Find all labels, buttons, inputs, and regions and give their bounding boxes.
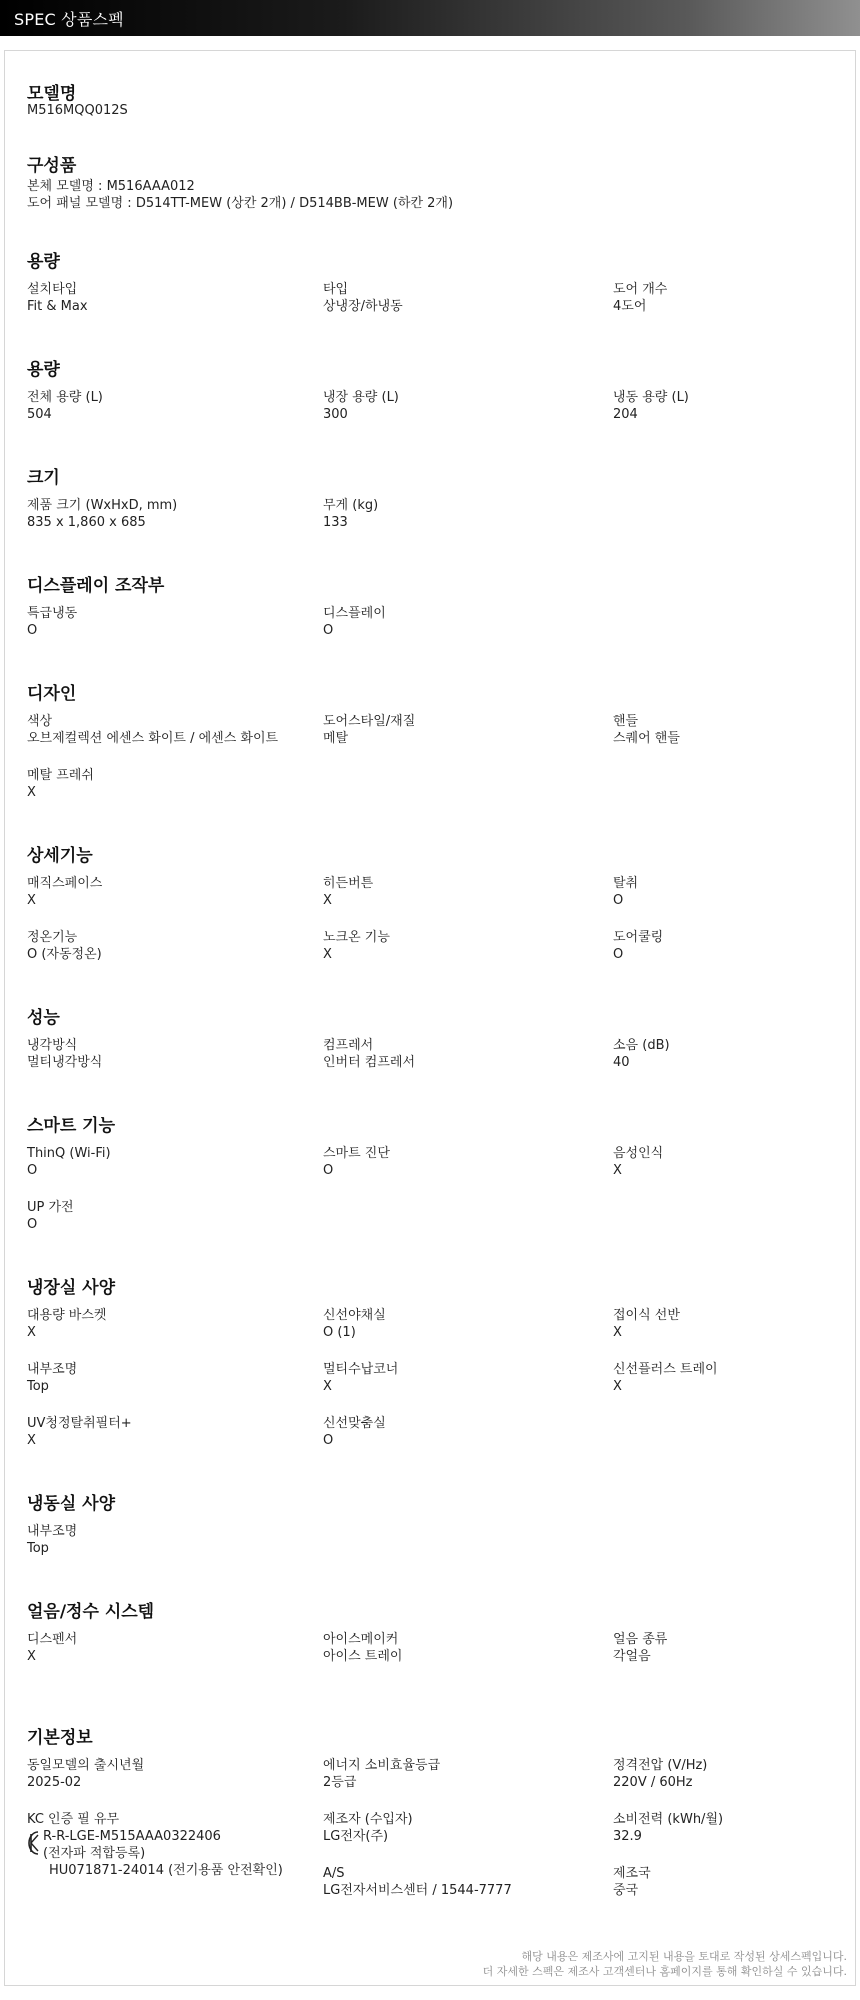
spec-value: O <box>27 1217 38 1232</box>
spec-item <box>613 1307 860 1341</box>
spec-value: 220V / 60Hz <box>613 1775 693 1790</box>
spec-value: X <box>27 1325 36 1340</box>
spec-label: 도어쿨링 <box>613 930 664 945</box>
spec-value: 멀티냉각방식 <box>27 1055 103 1070</box>
spec-label: 도어스타일/재질 <box>323 714 416 729</box>
spec-header-title: SPEC 상품스펙 <box>14 9 124 29</box>
spec-item <box>613 1757 860 1791</box>
spec-label: 메탈 프레쉬 <box>27 768 94 783</box>
spec-item <box>27 1415 307 1449</box>
section-title: 냉장실 사양 <box>27 1278 116 1298</box>
spec-item <box>27 389 307 423</box>
section-title: 상세기능 <box>27 846 93 866</box>
spec-value: O (자동정온) <box>27 947 102 962</box>
spec-value: X <box>27 1433 36 1448</box>
spec-label: 신선맞춤실 <box>323 1416 386 1431</box>
section-title: 디자인 <box>27 684 77 704</box>
spec-value: 스퀘어 핸들 <box>613 731 680 746</box>
section-title: 용량 <box>27 252 60 272</box>
spec-item <box>27 605 307 639</box>
section-title: 냉동실 사양 <box>27 1494 116 1514</box>
spec-item <box>613 1145 860 1179</box>
spec-value: Fit & Max <box>27 299 88 314</box>
spec-label: 색상 <box>27 714 53 729</box>
spec-label: ThinQ (Wi-Fi) <box>27 1146 111 1161</box>
components-title: 구성품 <box>27 156 77 176</box>
spec-value: 32.9 <box>613 1829 642 1844</box>
spec-item <box>27 875 307 909</box>
spec-label: 도어 개수 <box>613 282 668 297</box>
spec-label: 신선야채실 <box>323 1308 386 1323</box>
spec-label: 소비전력 (kWh/월) <box>613 1812 724 1827</box>
spec-value: 40 <box>613 1055 630 1070</box>
section-title: 기본정보 <box>27 1728 93 1748</box>
spec-item <box>613 1361 860 1395</box>
spec-label: 핸들 <box>613 714 639 729</box>
kc-label: KC 인증 필 유무 <box>27 1812 120 1827</box>
kc-registration-number: R-R-LGE-M515AAA0322406 <box>43 1829 221 1844</box>
spec-item <box>27 1757 307 1791</box>
spec-value: 각얼음 <box>613 1649 651 1664</box>
spec-value: O <box>27 1163 38 1178</box>
spec-label: 얼음 종류 <box>613 1632 668 1647</box>
model-value: M516MQQ012S <box>27 103 128 118</box>
spec-label: 스마트 진단 <box>323 1146 390 1161</box>
section-title: 크기 <box>27 468 60 488</box>
spec-item <box>27 1631 307 1665</box>
spec-label: 내부조명 <box>27 1524 78 1539</box>
spec-label: 노크온 기능 <box>323 930 390 945</box>
spec-item <box>323 1811 603 1845</box>
spec-item <box>613 1037 860 1071</box>
spec-item <box>27 1199 307 1233</box>
spec-value: Top <box>27 1379 49 1394</box>
spec-value: LG전자서비스센터 / 1544-7777 <box>323 1883 512 1898</box>
spec-label: 전체 용량 (L) <box>27 390 103 405</box>
spec-item <box>27 1307 307 1341</box>
spec-item <box>323 1757 603 1791</box>
spec-item <box>27 281 307 315</box>
section-title: 용량 <box>27 360 60 380</box>
spec-label: 음성인식 <box>613 1146 664 1161</box>
spec-value: 2025-02 <box>27 1775 82 1790</box>
spec-value: X <box>27 893 36 908</box>
spec-item <box>323 389 603 423</box>
spec-label: 매직스페이스 <box>27 876 103 891</box>
spec-item <box>613 389 860 423</box>
spec-item <box>323 605 603 639</box>
spec-label: 디스플레이 <box>323 606 386 621</box>
spec-value: 인버터 컴프레서 <box>323 1055 416 1070</box>
spec-item <box>27 497 307 531</box>
kc-safety-number: HU071871-24014 (전기용품 안전확인) <box>49 1863 283 1878</box>
spec-label: 제조국 <box>613 1866 651 1881</box>
spec-label: 접이식 선반 <box>613 1308 680 1323</box>
spec-label: 정격전압 (V/Hz) <box>613 1758 708 1773</box>
spec-label: 히든버튼 <box>323 876 374 891</box>
kc-mark-icon <box>27 1828 41 1858</box>
spec-value: 2등급 <box>323 1775 357 1790</box>
spec-label: 컴프레서 <box>323 1038 374 1053</box>
spec-value: 메탈 <box>323 731 349 746</box>
spec-item <box>613 1811 860 1845</box>
spec-item <box>27 929 307 963</box>
disclaimer-note <box>483 1949 847 1979</box>
spec-item <box>323 1145 603 1179</box>
spec-value: Top <box>27 1541 49 1556</box>
spec-label: 동일모델의 출시년월 <box>27 1758 145 1773</box>
spec-value: X <box>27 785 36 800</box>
spec-item <box>27 1037 307 1071</box>
spec-value: 835 x 1,860 x 685 <box>27 515 146 530</box>
spec-value: O <box>27 623 38 638</box>
spec-label: 대용량 바스켓 <box>27 1308 107 1323</box>
disclaimer-line: 해당 내용은 제조사에 고지된 내용을 토대로 작성된 상세스펙입니다. <box>521 1950 847 1963</box>
spec-item <box>613 1865 860 1899</box>
spec-value: O <box>613 947 624 962</box>
spec-item <box>613 875 860 909</box>
spec-label: 멀티수납코너 <box>323 1362 399 1377</box>
section-title: 성능 <box>27 1008 60 1028</box>
spec-value: X <box>323 893 332 908</box>
spec-label: 설치타입 <box>27 282 78 297</box>
section-title: 얼음/정수 시스템 <box>27 1602 155 1622</box>
spec-item <box>323 1415 603 1449</box>
spec-item <box>27 713 307 747</box>
spec-item <box>323 1361 603 1395</box>
spec-label: 아이스메이커 <box>323 1632 399 1647</box>
spec-value: 204 <box>613 407 638 422</box>
disclaimer-line: 더 자세한 스펙은 제조사 고객센터나 홈페이지를 통해 확인하실 수 있습니다. <box>482 1965 847 1978</box>
spec-label: 냉장 용량 (L) <box>323 390 399 405</box>
spec-label: A/S <box>323 1866 345 1881</box>
spec-item <box>323 1037 603 1071</box>
components-line: 도어 패널 모델명 : D514TT-MEW (상칸 2개) / D514BB-MEW (하칸 2개) <box>27 196 454 211</box>
spec-item <box>27 767 307 801</box>
spec-value: X <box>613 1163 622 1178</box>
spec-label: 정온기능 <box>27 930 78 945</box>
spec-item <box>613 1631 860 1665</box>
spec-value: 아이스 트레이 <box>323 1649 403 1664</box>
spec-item <box>323 1307 603 1341</box>
spec-value: O <box>323 1433 334 1448</box>
spec-value: 133 <box>323 515 348 530</box>
spec-value: LG전자(주) <box>323 1829 389 1844</box>
spec-label: 무게 (kg) <box>323 498 379 513</box>
spec-item <box>613 281 860 315</box>
spec-value: 상냉장/하냉동 <box>323 299 403 314</box>
spec-value: O <box>323 623 334 638</box>
spec-label: UV청정탈취필터+ <box>27 1416 132 1431</box>
spec-value: 중국 <box>613 1883 639 1898</box>
spec-item <box>323 929 603 963</box>
spec-item <box>323 713 603 747</box>
spec-item <box>323 875 603 909</box>
spec-value: O <box>323 1163 334 1178</box>
spec-value: 4도어 <box>613 299 647 314</box>
spec-header-bar <box>0 0 860 36</box>
spec-item <box>323 497 603 531</box>
spec-label: 에너지 소비효율등급 <box>323 1758 441 1773</box>
spec-label: 제조자 (수입자) <box>323 1812 413 1827</box>
spec-label: 내부조명 <box>27 1362 78 1377</box>
spec-label: UP 가전 <box>27 1200 74 1215</box>
spec-value: X <box>613 1325 622 1340</box>
spec-item <box>323 1865 603 1899</box>
spec-label: 소음 (dB) <box>613 1038 670 1053</box>
spec-item <box>323 1631 603 1665</box>
spec-item <box>27 1361 307 1395</box>
spec-value: 300 <box>323 407 348 422</box>
spec-value: O (1) <box>323 1325 356 1340</box>
spec-value: X <box>323 1379 332 1394</box>
spec-label: 제품 크기 (WxHxD, mm) <box>27 498 178 513</box>
spec-value: X <box>323 947 332 962</box>
kc-certification <box>27 1811 283 1879</box>
spec-item <box>27 1145 307 1179</box>
spec-label: 타입 <box>323 282 349 297</box>
spec-value: O <box>613 893 624 908</box>
spec-value: 오브제컬렉션 에센스 화이트 / 에센스 화이트 <box>27 731 279 746</box>
spec-label: 탈취 <box>613 876 639 891</box>
components-line: 본체 모델명 : M516AAA012 <box>27 179 195 194</box>
section-title: 스마트 기능 <box>27 1116 116 1136</box>
spec-label: 신선플러스 트레이 <box>613 1362 718 1377</box>
spec-label: 디스펜서 <box>27 1632 78 1647</box>
spec-label: 냉동 용량 (L) <box>613 390 689 405</box>
spec-item <box>323 281 603 315</box>
spec-item <box>613 929 860 963</box>
section-title: 디스플레이 조작부 <box>27 576 165 596</box>
spec-item <box>27 1523 307 1557</box>
spec-value: X <box>613 1379 622 1394</box>
spec-value: 504 <box>27 407 52 422</box>
model-title: 모델명 <box>27 84 77 104</box>
spec-label: 특급냉동 <box>27 606 78 621</box>
kc-registration-type: (전자파 적합등록) <box>43 1846 146 1861</box>
spec-item <box>613 713 860 747</box>
spec-label: 냉각방식 <box>27 1038 78 1053</box>
spec-value: X <box>27 1649 36 1664</box>
spec-card <box>4 50 856 1986</box>
